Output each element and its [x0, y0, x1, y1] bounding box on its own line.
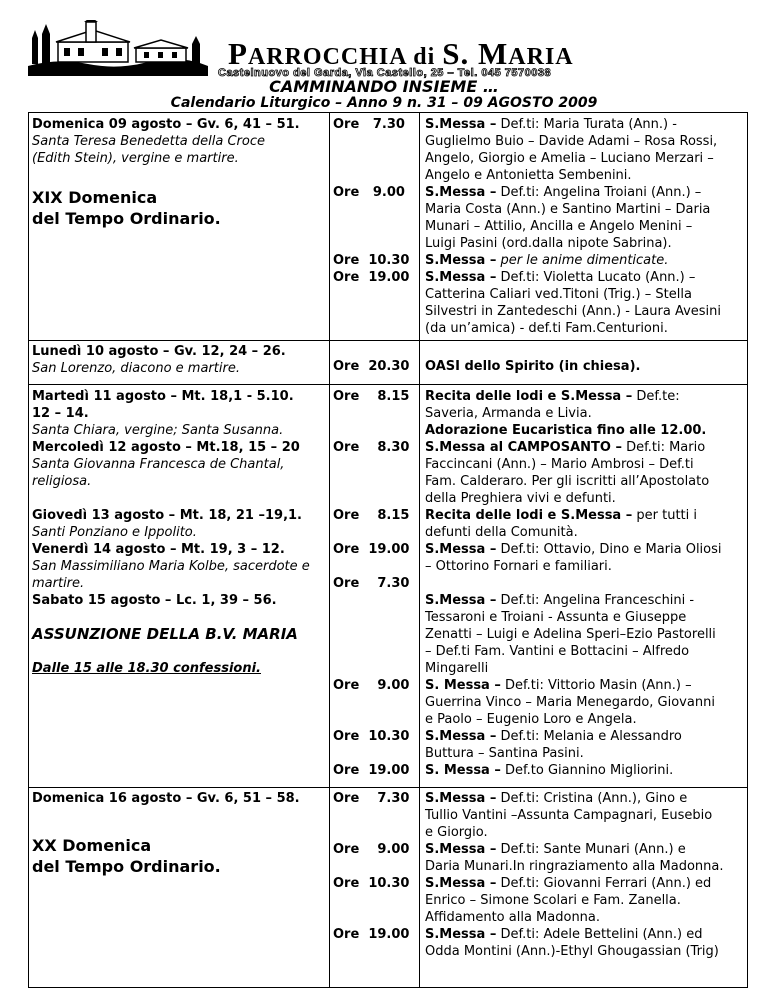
- time-cell: [333, 116, 419, 286]
- saint-text: San Massimiliano Maria Kolbe, sacerdote e: [32, 559, 310, 574]
- mass-time: Ore 19.00: [333, 763, 410, 778]
- feast-title: del Tempo Ordinario.: [32, 857, 221, 876]
- mass-line: Affidamento alla Madonna.: [425, 910, 601, 925]
- mass-line: Zenatti – Luigi e Adelina Speri–Ezio Pastorelli: [425, 627, 716, 642]
- mass-entry: S.Messa – Def.ti: Cristina (Ann.), Gino e: [425, 791, 688, 806]
- parish-address: Castelnuovo del Garda, Via Castello, 25 – Tel. 045 7570038: [218, 67, 552, 79]
- mass-time: Ore 8.15: [333, 508, 410, 523]
- mass-time: Ore 10.30: [333, 253, 410, 268]
- mass-line: Guerrina Vinco – Maria Menegardo, Giovanni: [425, 695, 715, 710]
- day-heading: Mercoledì 12 agosto – Mt.18, 15 – 20: [32, 440, 300, 455]
- mass-time: Ore 19.00: [333, 542, 410, 557]
- mass-line: della Preghiera vivi e defunti.: [425, 491, 616, 506]
- column-divider: [329, 113, 330, 987]
- church-landscape-logo: [28, 20, 208, 76]
- mass-line: Tullio Vantini –Assunta Campagnari, Eusebio: [425, 808, 713, 823]
- day-heading: Sabato 15 agosto – Lc. 1, 39 – 56.: [32, 593, 277, 608]
- mass-line: Angelo, Giorgio e Amelia – Luciano Merzari –: [425, 151, 714, 166]
- mass-entry: S.Messa – Def.ti: Angelina Franceschini -: [425, 593, 695, 608]
- mass-line: Adorazione Eucaristica fino alle 12.00.: [425, 423, 707, 438]
- column-divider: [419, 113, 420, 987]
- mass-intentions-cell: [425, 388, 747, 779]
- saint-text: religiosa.: [32, 474, 92, 489]
- day-cell: [32, 388, 328, 677]
- mass-line: Silvestri in Zantedeschi (Ann.) - Laura Avesini: [425, 304, 722, 319]
- saint-text: San Lorenzo, diacono e martire.: [32, 361, 240, 376]
- saint-text: Santa Giovanna Francesca de Chantal,: [32, 457, 285, 472]
- time-cell: [333, 388, 419, 779]
- mass-time: Ore 8.30: [333, 440, 410, 455]
- saint-text: martire.: [32, 576, 85, 591]
- mass-line: Enrico – Simone Scolari e Fam. Zanella.: [425, 893, 681, 908]
- mass-entry: S. Messa – Def.ti: Vittorio Masin (Ann.) –: [425, 678, 692, 693]
- mass-time: Ore 19.00: [333, 270, 410, 285]
- mass-line: Munari – Attilio, Ancilla e Angelo Menini –: [425, 219, 693, 234]
- mass-entry: S.Messa al CAMPOSANTO – Def.ti: Mario: [425, 440, 706, 455]
- mass-entry: Recita delle lodi e S.Messa – per tutti i: [425, 508, 697, 523]
- mass-time: Ore 9.00: [333, 185, 405, 200]
- bulletin-title: CAMMINANDO INSIEME …: [269, 77, 499, 96]
- mass-intentions-cell: [425, 358, 747, 375]
- parish-name: PARROCCHIA di S. MARIA: [228, 36, 574, 71]
- mass-time: Ore 10.30: [333, 729, 410, 744]
- saint-text: Santa Chiara, vergine; Santa Susanna.: [32, 423, 284, 438]
- mass-entry: S.Messa – Def.ti: Melania e Alessandro: [425, 729, 682, 744]
- day-heading: Lunedì 10 agosto – Gv. 12, 24 – 26.: [32, 344, 286, 359]
- saint-text: Santa Teresa Benedetta della Croce: [32, 134, 265, 149]
- mass-entry: S.Messa – Def.ti: Angelina Troiani (Ann.) –: [425, 185, 702, 200]
- saint-text: Santi Ponziano e Ippolito.: [32, 525, 197, 540]
- liturgical-calendar-table: [28, 112, 748, 988]
- mass-line: – Ottorino Fornari e familiari.: [425, 559, 612, 574]
- mass-line: Catterina Caliari ved.Titoni (Trig.) – Stella: [425, 287, 692, 302]
- day-heading: Domenica 16 agosto – Gv. 6, 51 – 58.: [32, 791, 300, 806]
- mass-time: Ore 7.30: [333, 117, 405, 132]
- mass-time: Ore 7.30: [333, 791, 410, 806]
- calendar-subtitle: Calendario Liturgico – Anno 9 n. 31 – 09 AGOSTO 2009: [170, 95, 598, 111]
- row-divider: [29, 340, 747, 341]
- day-cell: [32, 790, 328, 877]
- mass-entry: S.Messa – Def.ti: Maria Turata (Ann.) -: [425, 117, 677, 132]
- mass-intentions-cell: [425, 116, 747, 337]
- mass-time: Ore 19.00: [333, 927, 410, 942]
- day-cell: [32, 343, 328, 377]
- day-heading: Venerdì 14 agosto – Mt. 19, 3 – 12.: [32, 542, 285, 557]
- mass-line: e Giorgio.: [425, 825, 488, 840]
- row-divider: [29, 384, 747, 385]
- mass-line: Fam. Calderaro. Per gli iscritti all’Apostolato: [425, 474, 710, 489]
- day-heading: Martedì 11 agosto – Mt. 18,1 - 5.10.: [32, 389, 294, 404]
- day-heading: Domenica 09 agosto – Gv. 6, 41 – 51.: [32, 117, 300, 132]
- feast-title: del Tempo Ordinario.: [32, 209, 221, 228]
- mass-time: Ore 8.15: [333, 389, 410, 404]
- mass-line: Mingarelli: [425, 661, 489, 676]
- mass-entry: S.Messa – per le anime dimenticate.: [425, 253, 669, 268]
- mass-line: (da un’amica) - def.ti Fam.Centurioni.: [425, 321, 668, 336]
- mass-intentions-cell: [425, 790, 747, 960]
- mass-time: Ore 9.00: [333, 678, 410, 693]
- mass-line: Saveria, Armanda e Livia.: [425, 406, 592, 421]
- mass-line: e Paolo – Eugenio Loro e Angela.: [425, 712, 637, 727]
- mass-entry: S.Messa – Def.ti: Adele Bettelini (Ann.) ed: [425, 927, 703, 942]
- mass-entry: S.Messa – Def.ti: Ottavio, Dino e Maria Oliosi: [425, 542, 722, 557]
- time-cell: [333, 358, 419, 375]
- feast-title: XIX Domenica: [32, 188, 158, 207]
- mass-entry: S.Messa – Def.ti: Violetta Lucato (Ann.) –: [425, 270, 696, 285]
- mass-line: Luigi Pasini (ord.dalla nipote Sabrina).: [425, 236, 672, 251]
- confessions-note: Dalle 15 alle 18.30 confessioni.: [32, 661, 261, 676]
- time-cell: [333, 790, 419, 943]
- mass-line: – Def.ti Fam. Vantini e Bottacini – Alfredo: [425, 644, 690, 659]
- mass-line: Buttura – Santina Pasini.: [425, 746, 584, 761]
- mass-entry: S.Messa – Def.ti: Giovanni Ferrari (Ann.) ed: [425, 876, 712, 891]
- mass-line: Tessaroni e Troiani - Assunta e Giuseppe: [425, 610, 687, 625]
- mass-time: Ore 9.00: [333, 842, 410, 857]
- mass-line: Guglielmo Buio – Davide Adami – Rosa Rossi,: [425, 134, 718, 149]
- day-cell: [32, 116, 328, 229]
- saint-text: (Edith Stein), vergine e martire.: [32, 151, 239, 166]
- mass-entry: S. Messa – Def.to Giannino Migliorini.: [425, 763, 674, 778]
- mass-time: Ore 7.30: [333, 576, 410, 591]
- mass-line: Daria Munari.In ringraziamento alla Madonna.: [425, 859, 724, 874]
- row-divider: [29, 787, 747, 788]
- mass-line: Faccincani (Ann.) – Mario Ambrosi – Def.ti: [425, 457, 694, 472]
- mass-entry: S.Messa – Def.ti: Sante Munari (Ann.) e: [425, 842, 686, 857]
- day-heading: 12 – 14.: [32, 406, 89, 421]
- mass-entry: Recita delle lodi e S.Messa – Def.te:: [425, 389, 680, 404]
- mass-entry: OASI dello Spirito (in chiesa).: [425, 359, 641, 374]
- day-heading: Giovedì 13 agosto – Mt. 18, 21 –19,1.: [32, 508, 302, 523]
- header: [28, 20, 748, 80]
- mass-line: defunti della Comunità.: [425, 525, 578, 540]
- mass-time: Ore 20.30: [333, 359, 410, 374]
- feast-title: XX Domenica: [32, 836, 152, 855]
- mass-time: Ore 10.30: [333, 876, 410, 891]
- mass-line: Odda Montini (Ann.)-Ethyl Ghougassian (Trig): [425, 944, 719, 959]
- feast-title: ASSUNZIONE DELLA B.V. MARIA: [32, 625, 298, 643]
- mass-line: Maria Costa (Ann.) e Santino Martini – Daria: [425, 202, 711, 217]
- mass-line: Angelo e Antonietta Sembenini.: [425, 168, 632, 183]
